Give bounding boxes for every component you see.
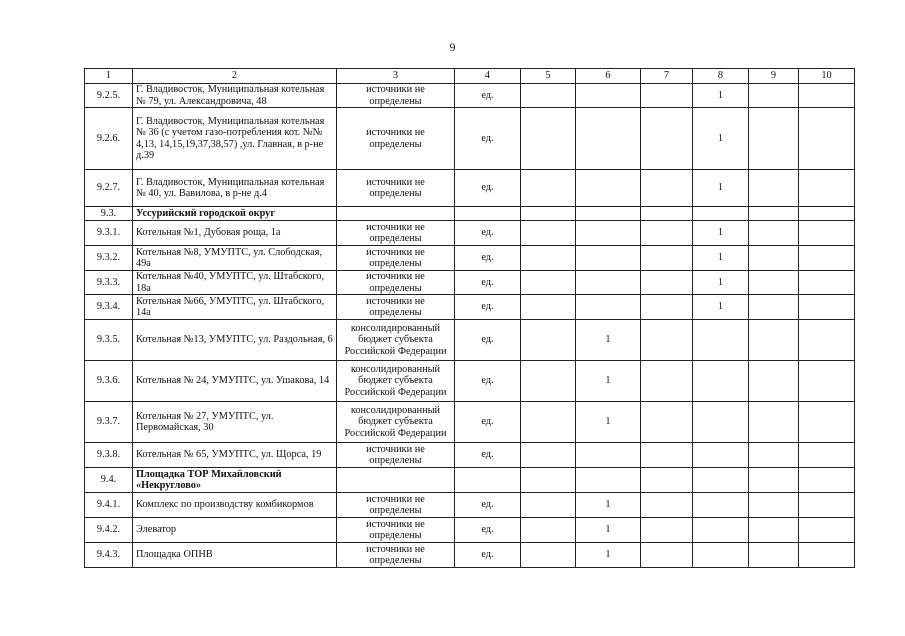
row-name-cell: Площадка ТОР Михайловский «Некруглово» <box>133 468 337 493</box>
table-row <box>85 221 855 246</box>
row-col7-cell <box>641 207 693 221</box>
row-source-cell <box>337 468 455 493</box>
row-col9-cell <box>749 518 799 543</box>
row-unit-cell: ед. <box>455 518 521 543</box>
row-number-cell: 9.2.7. <box>85 170 133 207</box>
row-unit-cell: ед. <box>455 543 521 568</box>
row-col10-cell <box>799 108 855 170</box>
row-number-cell: 9.2.5. <box>85 84 133 108</box>
header-cell: 6 <box>576 69 641 84</box>
row-col8-cell <box>693 207 749 221</box>
header-cell: 7 <box>641 69 693 84</box>
row-name-cell: Г. Владивосток, Муниципальная котельная № 79, ул. Александровича, 48 <box>133 84 337 108</box>
row-col8-cell: 1 <box>693 84 749 108</box>
row-unit-cell: ед. <box>455 170 521 207</box>
row-unit-cell: ед. <box>455 361 521 402</box>
row-col10-cell <box>799 468 855 493</box>
row-col7-cell <box>641 246 693 271</box>
row-col5-cell <box>521 543 576 568</box>
row-unit-cell: ед. <box>455 108 521 170</box>
row-col7-cell <box>641 518 693 543</box>
row-col6-cell <box>576 108 641 170</box>
row-col7-cell <box>641 543 693 568</box>
row-number-cell: 9.3. <box>85 207 133 221</box>
row-col10-cell <box>799 543 855 568</box>
header-cell: 10 <box>799 69 855 84</box>
row-col9-cell <box>749 170 799 207</box>
row-source-cell <box>337 207 455 221</box>
row-unit-cell <box>455 207 521 221</box>
row-unit-cell: ед. <box>455 246 521 271</box>
row-col9-cell <box>749 320 799 361</box>
row-unit-cell: ед. <box>455 84 521 108</box>
row-col5-cell <box>521 361 576 402</box>
table-row <box>85 518 855 543</box>
row-col6-cell: 1 <box>576 518 641 543</box>
table-row <box>85 493 855 518</box>
row-col10-cell <box>799 518 855 543</box>
row-col6-cell <box>576 170 641 207</box>
row-col8-cell <box>693 518 749 543</box>
row-source-cell: источники не определены <box>337 493 455 518</box>
table-row <box>85 84 855 108</box>
row-col7-cell <box>641 295 693 320</box>
row-name-cell: Котельная №66, УМУПТС, ул. Штабского, 14а <box>133 295 337 320</box>
row-name-cell: Котельная №8, УМУПТС, ул. Слободская, 49а <box>133 246 337 271</box>
row-number-cell: 9.4.3. <box>85 543 133 568</box>
table-row <box>85 543 855 568</box>
row-number-cell: 9.3.6. <box>85 361 133 402</box>
row-name-cell: Котельная № 24, УМУПТС, ул. Ушакова, 14 <box>133 361 337 402</box>
row-col5-cell <box>521 170 576 207</box>
row-col6-cell <box>576 221 641 246</box>
row-number-cell: 9.3.1. <box>85 221 133 246</box>
row-col10-cell <box>799 207 855 221</box>
row-col7-cell <box>641 170 693 207</box>
row-col7-cell <box>641 402 693 443</box>
row-name-cell: Элеватор <box>133 518 337 543</box>
row-col7-cell <box>641 468 693 493</box>
row-col7-cell <box>641 443 693 468</box>
row-unit-cell: ед. <box>455 402 521 443</box>
row-name-cell: Г. Владивосток, Муниципальная котельная № 40, ул. Вавилова, в р-не д.4 <box>133 170 337 207</box>
row-col5-cell <box>521 320 576 361</box>
row-unit-cell <box>455 468 521 493</box>
header-cell: 1 <box>85 69 133 84</box>
row-col6-cell <box>576 84 641 108</box>
section-row <box>85 207 855 221</box>
row-name-cell: Уссурийский городской округ <box>133 207 337 221</box>
row-unit-cell: ед. <box>455 221 521 246</box>
page-number: 9 <box>449 40 456 54</box>
row-col9-cell <box>749 443 799 468</box>
table-row <box>85 320 855 361</box>
row-source-cell: источники не определены <box>337 271 455 295</box>
row-col8-cell: 1 <box>693 170 749 207</box>
row-col10-cell <box>799 246 855 271</box>
row-col10-cell <box>799 84 855 108</box>
row-col8-cell: 1 <box>693 295 749 320</box>
row-col5-cell <box>521 207 576 221</box>
row-col5-cell <box>521 295 576 320</box>
row-col6-cell: 1 <box>576 543 641 568</box>
row-name-cell: Комплекс по производству комбикормов <box>133 493 337 518</box>
row-number-cell: 9.3.4. <box>85 295 133 320</box>
header-cell: 4 <box>455 69 521 84</box>
row-col9-cell <box>749 402 799 443</box>
row-source-cell: консолидированный бюджет субъекта Российской Федерации <box>337 361 455 402</box>
row-number-cell: 9.3.7. <box>85 402 133 443</box>
row-number-cell: 9.3.3. <box>85 271 133 295</box>
row-name-cell: Котельная №1, Дубовая роща, 1а <box>133 221 337 246</box>
row-source-cell: источники не определены <box>337 246 455 271</box>
row-col8-cell: 1 <box>693 221 749 246</box>
row-source-cell: консолидированный бюджет субъекта Российской Федерации <box>337 402 455 443</box>
row-source-cell: источники не определены <box>337 543 455 568</box>
row-col7-cell <box>641 320 693 361</box>
row-col6-cell <box>576 246 641 271</box>
row-col8-cell <box>693 402 749 443</box>
row-col10-cell <box>799 361 855 402</box>
header-cell: 9 <box>749 69 799 84</box>
row-col7-cell <box>641 108 693 170</box>
row-col9-cell <box>749 221 799 246</box>
row-unit-cell: ед. <box>455 295 521 320</box>
row-col5-cell <box>521 443 576 468</box>
row-number-cell: 9.3.5. <box>85 320 133 361</box>
row-col8-cell <box>693 468 749 493</box>
row-col5-cell <box>521 402 576 443</box>
row-name-cell: Котельная №40, УМУПТС, ул. Штабского, 18а <box>133 271 337 295</box>
row-number-cell: 9.4.2. <box>85 518 133 543</box>
row-col8-cell <box>693 320 749 361</box>
row-col7-cell <box>641 493 693 518</box>
row-unit-cell: ед. <box>455 493 521 518</box>
row-col8-cell: 1 <box>693 271 749 295</box>
row-col10-cell <box>799 271 855 295</box>
row-col6-cell: 1 <box>576 493 641 518</box>
row-col7-cell <box>641 84 693 108</box>
row-col6-cell <box>576 468 641 493</box>
row-col6-cell <box>576 295 641 320</box>
row-source-cell: источники не определены <box>337 295 455 320</box>
row-col7-cell <box>641 361 693 402</box>
row-source-cell: источники не определены <box>337 518 455 543</box>
row-name-cell: Котельная №13, УМУПТС, ул. Раздольная, 6 <box>133 320 337 361</box>
row-col9-cell <box>749 108 799 170</box>
row-col10-cell <box>799 170 855 207</box>
row-source-cell: источники не определены <box>337 221 455 246</box>
row-source-cell: источники не определены <box>337 443 455 468</box>
row-number-cell: 9.3.8. <box>85 443 133 468</box>
table-row <box>85 170 855 207</box>
row-number-cell: 9.4.1. <box>85 493 133 518</box>
row-source-cell: источники не определены <box>337 170 455 207</box>
header-cell: 2 <box>133 69 337 84</box>
row-col6-cell <box>576 207 641 221</box>
table-row <box>85 443 855 468</box>
row-col8-cell <box>693 543 749 568</box>
row-col6-cell: 1 <box>576 402 641 443</box>
row-col8-cell <box>693 493 749 518</box>
table-row <box>85 361 855 402</box>
row-col5-cell <box>521 221 576 246</box>
header-row <box>85 69 855 84</box>
row-col10-cell <box>799 295 855 320</box>
row-number-cell: 9.4. <box>85 468 133 493</box>
row-col10-cell <box>799 443 855 468</box>
row-source-cell: источники не определены <box>337 84 455 108</box>
table-row <box>85 402 855 443</box>
row-col9-cell <box>749 468 799 493</box>
row-unit-cell: ед. <box>455 443 521 468</box>
row-col5-cell <box>521 108 576 170</box>
row-col9-cell <box>749 493 799 518</box>
row-col6-cell: 1 <box>576 361 641 402</box>
row-col6-cell <box>576 443 641 468</box>
table-row <box>85 246 855 271</box>
row-name-cell: Котельная № 65, УМУПТС, ул. Щорса, 19 <box>133 443 337 468</box>
row-col9-cell <box>749 271 799 295</box>
row-col9-cell <box>749 246 799 271</box>
row-name-cell: Г. Владивосток, Муниципальная котельная № 36 (с учетом газо-потребления кот. №№ 4,13, 14,15,19,37,38,57) ,ул. Главная, в р-не д.39 <box>133 108 337 170</box>
header-cell: 3 <box>337 69 455 84</box>
row-col9-cell <box>749 543 799 568</box>
row-col7-cell <box>641 271 693 295</box>
row-source-cell: источники не определены <box>337 108 455 170</box>
row-name-cell: Площадка ОПНВ <box>133 543 337 568</box>
data-table <box>84 68 855 568</box>
row-col10-cell <box>799 221 855 246</box>
row-col8-cell: 1 <box>693 246 749 271</box>
header-cell: 5 <box>521 69 576 84</box>
row-col5-cell <box>521 84 576 108</box>
table-row <box>85 295 855 320</box>
row-col8-cell: 1 <box>693 108 749 170</box>
row-col6-cell <box>576 271 641 295</box>
table-row <box>85 271 855 295</box>
row-unit-cell: ед. <box>455 320 521 361</box>
row-col6-cell: 1 <box>576 320 641 361</box>
row-col10-cell <box>799 402 855 443</box>
table-body <box>85 69 855 568</box>
row-col10-cell <box>799 493 855 518</box>
row-col9-cell <box>749 295 799 320</box>
header-cell: 8 <box>693 69 749 84</box>
row-unit-cell: ед. <box>455 271 521 295</box>
row-col5-cell <box>521 246 576 271</box>
row-col9-cell <box>749 84 799 108</box>
row-col5-cell <box>521 468 576 493</box>
row-col5-cell <box>521 271 576 295</box>
row-col5-cell <box>521 518 576 543</box>
row-number-cell: 9.2.6. <box>85 108 133 170</box>
row-col8-cell <box>693 443 749 468</box>
row-name-cell: Котельная № 27, УМУПТС, ул. Первомайская, 30 <box>133 402 337 443</box>
section-row <box>85 468 855 493</box>
row-number-cell: 9.3.2. <box>85 246 133 271</box>
row-col9-cell <box>749 361 799 402</box>
row-col9-cell <box>749 207 799 221</box>
table-row <box>85 108 855 170</box>
row-col7-cell <box>641 221 693 246</box>
row-col10-cell <box>799 320 855 361</box>
row-col8-cell <box>693 361 749 402</box>
row-col5-cell <box>521 493 576 518</box>
row-source-cell: консолидированный бюджет субъекта Российской Федерации <box>337 320 455 361</box>
